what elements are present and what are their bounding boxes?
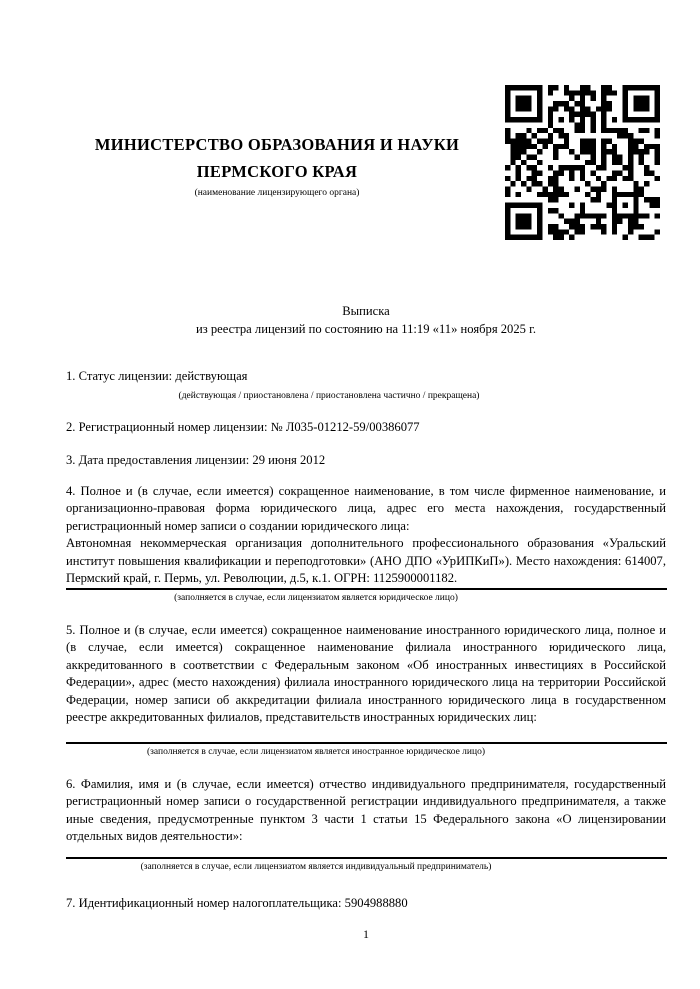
item-4-caption: (заполняется в случае, если лицензиатом является юридическое лицо): [174, 593, 458, 603]
item-1-license-status: 1. Статус лицензии: действующая: [66, 369, 248, 383]
qr-code-icon: [505, 85, 660, 240]
item-5-caption: (заполняется в случае, если лицензиатом является иностранное юридическое лицо): [147, 747, 485, 757]
ministry-name-line1: МИНИСТЕРСТВО ОБРАЗОВАНИЯ И НАУКИ: [94, 135, 460, 154]
ministry-caption: (наименование лицензирующего органа): [194, 188, 360, 198]
item-6-caption: (заполняется в случае, если лицензиатом является индивидуальный предприниматель): [140, 862, 492, 872]
item-6-label: 6. Фамилия, имя и (в случае, если имеется) отчество индивидуального предпринимателя, государственный регистрационный номер записи о государственной регистрации индивидуального предпринимателя, а также иные сведения, предусмотренные пунктом 3 части 1 статьи 15 Федерального закона «О лицензировании отдельных видов деятельности»:: [66, 777, 666, 844]
ministry-header: [57, 131, 497, 199]
item-7-taxpayer-id: 7. Идентификационный номер налогоплательщика: 5904988880: [66, 896, 408, 910]
item-2-registration-number: 2. Регистрационный номер лицензии: № Л035-01212-59/00386077: [66, 420, 420, 434]
item-4-legal-entity: [66, 483, 666, 587]
fill-line-individual-entrepreneur: [66, 857, 667, 859]
fill-line-foreign-entity: [66, 742, 667, 744]
ministry-name-line2: ПЕРМСКОГО КРАЯ: [196, 162, 358, 181]
item-4-value: Автономная некоммерческая организация дополнительного профессионального образования «Уральский институт повышения квалификации и переподготовки» (АНО ДПО «УрИПКиП»). Место нахождения: 614007, Пермский край, г. Пермь, ул. Революции, д.5, к.1. ОГРН: 1125900001182.: [66, 536, 666, 586]
document-title-block: [66, 302, 666, 338]
page-number: 1: [363, 927, 369, 941]
item-6-individual-entrepreneur: [66, 776, 666, 846]
item-5-label: 5. Полное и (в случае, если имеется) сокращенное наименование иностранного юридического лица, полное и (в случае, если имеется) сокращенное наименование филиала иностранного юридического лица, аккредитованного в соответствии с Федеральным законом «Об иностранных инвестициях в Российской Федерации», адрес (место нахождения) филиала иностранного юридического лица на территории Российской Федерации, номер записи об аккредитации филиала иностранного юридического лица в государственном реестре аккредитованных филиалов, представительств иностранных юридических лиц:: [66, 623, 666, 725]
item-5-foreign-entity: [66, 622, 666, 726]
fill-line-legal-entity: [66, 588, 667, 590]
item-3-license-date: 3. Дата предоставления лицензии: 29 июня 2012: [66, 453, 326, 467]
document-subtitle: из реестра лицензий по состоянию на 11:19 «11» ноября 2025 г.: [195, 322, 536, 336]
item-1-caption: (действующая / приостановлена / приостановлена частично / прекращена): [178, 391, 480, 401]
document-title: Выписка: [342, 304, 390, 318]
item-4-label: 4. Полное и (в случае, если имеется) сокращенное наименование, в том числе фирменное наименование, и организационно-правовая форма юридического лица, адрес его места нахождения, государственный регистрационный номер записи о создании юридического лица:: [66, 484, 666, 533]
